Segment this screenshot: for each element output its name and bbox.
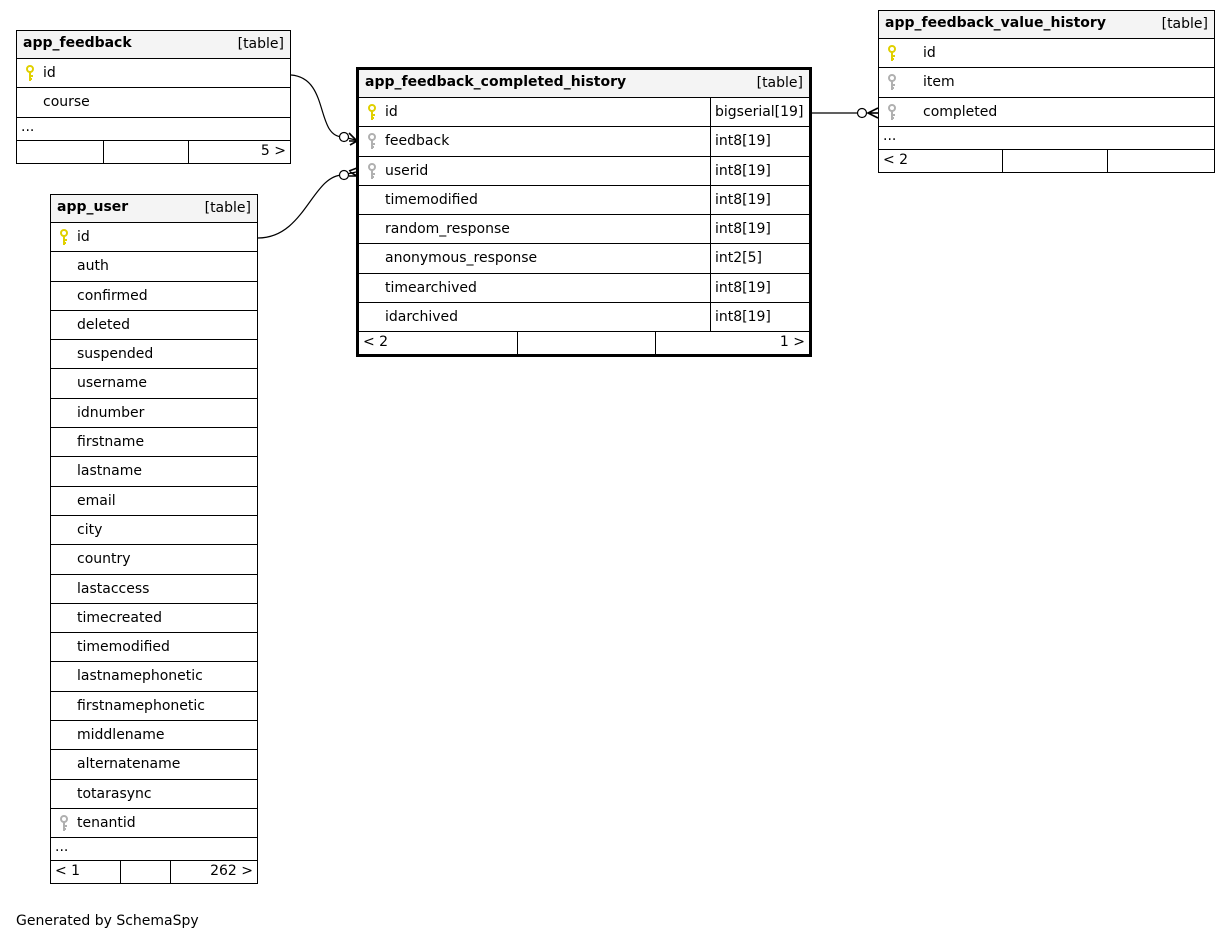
column-name: tenantid: [77, 814, 136, 831]
primary-key-icon: [23, 65, 37, 83]
more-columns: ...: [879, 127, 1214, 150]
column-type: int8[19]: [710, 157, 771, 185]
column-name: idarchived: [385, 309, 459, 326]
column-name: confirmed: [77, 287, 148, 304]
column-name: timemodified: [77, 639, 170, 656]
parents-count[interactable]: < 2: [363, 334, 389, 351]
column-row-deleted[interactable]: [51, 311, 257, 340]
table-name: app_feedback_value_history: [885, 15, 1106, 31]
link-completed-optional-end: [858, 109, 867, 118]
column-type: int8[19]: [710, 303, 771, 331]
table-app-feedback-value-history[interactable]: [878, 10, 1215, 173]
column-row-username[interactable]: [51, 369, 257, 398]
column-name: country: [77, 551, 131, 568]
table-app-feedback-completed-history[interactable]: [356, 67, 812, 357]
parents-count[interactable]: < 2: [883, 151, 909, 168]
table-type: [table]: [756, 75, 803, 91]
column-name: alternatename: [77, 756, 181, 773]
table-header: [17, 31, 290, 59]
column-name: id: [77, 229, 90, 245]
column-type: int8[19]: [710, 186, 771, 214]
column-row-course[interactable]: [17, 88, 290, 117]
column-name: feedback: [385, 133, 450, 150]
column-name: city: [77, 521, 103, 538]
column-row-email[interactable]: [51, 487, 257, 516]
children-count[interactable]: 262 >: [210, 863, 253, 880]
column-name: userid: [385, 162, 429, 179]
column-row-totarasync[interactable]: [51, 780, 257, 809]
column-type: int8[19]: [710, 127, 771, 155]
column-name: auth: [77, 258, 109, 275]
table-header: [359, 70, 809, 98]
children-count[interactable]: 5 >: [260, 142, 286, 159]
primary-key-icon: [57, 229, 71, 247]
more-columns: ...: [17, 118, 290, 141]
column-row-id[interactable]: [879, 39, 1214, 68]
column-name: id: [385, 104, 398, 120]
column-row-auth[interactable]: [51, 252, 257, 281]
column-row-item[interactable]: [879, 68, 1214, 97]
column-row-timemodified[interactable]: [359, 186, 809, 215]
table-name: app_feedback_completed_history: [365, 74, 627, 90]
column-row-alternatename[interactable]: [51, 750, 257, 779]
table-name: app_feedback: [23, 35, 132, 51]
column-type: int2[5]: [710, 244, 762, 272]
column-name: course: [43, 94, 90, 111]
table-app-feedback[interactable]: [16, 30, 291, 164]
link-userid: [258, 172, 356, 238]
link-completed-crowfoot: [868, 108, 878, 118]
table-type: [table]: [1161, 16, 1208, 32]
column-name: firstname: [77, 434, 145, 451]
column-row-idarchived[interactable]: [359, 303, 809, 332]
column-row-completed[interactable]: [879, 98, 1214, 127]
column-name: lastnamephonetic: [77, 668, 203, 685]
column-type: bigserial[19]: [710, 98, 803, 126]
column-row-anonymous-response[interactable]: [359, 244, 809, 273]
column-row-firstnamephonetic[interactable]: [51, 692, 257, 721]
column-name: suspended: [77, 346, 154, 363]
link-feedback: [291, 75, 356, 140]
children-count[interactable]: 1 >: [779, 334, 805, 351]
column-name: firstnamephonetic: [77, 697, 205, 714]
column-name: completed: [923, 103, 998, 120]
link-feedback-optional-end: [340, 133, 349, 142]
foreign-key-icon: [57, 815, 71, 833]
column-name: timearchived: [385, 279, 477, 296]
column-name: anonymous_response: [385, 250, 538, 267]
column-row-confirmed[interactable]: [51, 282, 257, 311]
column-row-timemodified[interactable]: [51, 633, 257, 662]
column-row-id[interactable]: [359, 98, 809, 127]
column-name: lastaccess: [77, 580, 150, 597]
column-row-feedback[interactable]: [359, 127, 809, 156]
column-name: middlename: [77, 727, 165, 744]
column-name: timecreated: [77, 609, 162, 626]
column-row-timearchived[interactable]: [359, 274, 809, 303]
column-row-city[interactable]: [51, 516, 257, 545]
foreign-key-icon: [365, 133, 379, 151]
column-name: idnumber: [77, 404, 145, 421]
column-name: lastname: [77, 463, 142, 480]
column-row-userid[interactable]: [359, 157, 809, 186]
column-row-id[interactable]: [51, 223, 257, 252]
table-header: [879, 11, 1214, 39]
table-footer: [17, 141, 290, 163]
table-name: app_user: [57, 199, 129, 215]
foreign-key-icon: [365, 163, 379, 181]
column-type: int8[19]: [710, 274, 771, 302]
column-name: username: [77, 375, 147, 392]
column-row-lastname[interactable]: [51, 457, 257, 486]
table-footer: [51, 861, 257, 883]
column-name: timemodified: [385, 191, 478, 208]
column-row-country[interactable]: [51, 545, 257, 574]
column-row-suspended[interactable]: [51, 340, 257, 369]
column-type: int8[19]: [710, 215, 771, 243]
column-name: email: [77, 492, 116, 509]
column-name: id: [43, 65, 56, 81]
column-row-middlename[interactable]: [51, 721, 257, 750]
table-header: [51, 195, 257, 223]
column-row-id[interactable]: [17, 59, 290, 88]
table-app-user[interactable]: [50, 194, 258, 884]
table-footer: [879, 150, 1214, 172]
foreign-key-icon: [885, 104, 899, 122]
column-name: random_response: [385, 221, 510, 238]
table-type: [table]: [237, 36, 284, 52]
column-row-lastaccess[interactable]: [51, 575, 257, 604]
column-name: id: [923, 45, 936, 61]
primary-key-icon: [885, 45, 899, 63]
table-type: [table]: [204, 200, 251, 216]
column-name: item: [923, 74, 955, 91]
column-row-idnumber[interactable]: [51, 399, 257, 428]
column-row-tenantid[interactable]: [51, 809, 257, 838]
column-name: totarasync: [77, 785, 152, 802]
column-row-firstname[interactable]: [51, 428, 257, 457]
more-columns: ...: [51, 838, 257, 861]
column-row-random-response[interactable]: [359, 215, 809, 244]
primary-key-icon: [365, 104, 379, 122]
column-row-lastnamephonetic[interactable]: [51, 662, 257, 691]
parents-count[interactable]: < 1: [55, 863, 81, 880]
column-name: deleted: [77, 316, 130, 333]
generated-by-footer: Generated by SchemaSpy: [16, 913, 199, 929]
link-userid-optional-end: [340, 171, 349, 180]
table-footer: [359, 332, 809, 354]
column-row-timecreated[interactable]: [51, 604, 257, 633]
foreign-key-icon: [885, 74, 899, 92]
